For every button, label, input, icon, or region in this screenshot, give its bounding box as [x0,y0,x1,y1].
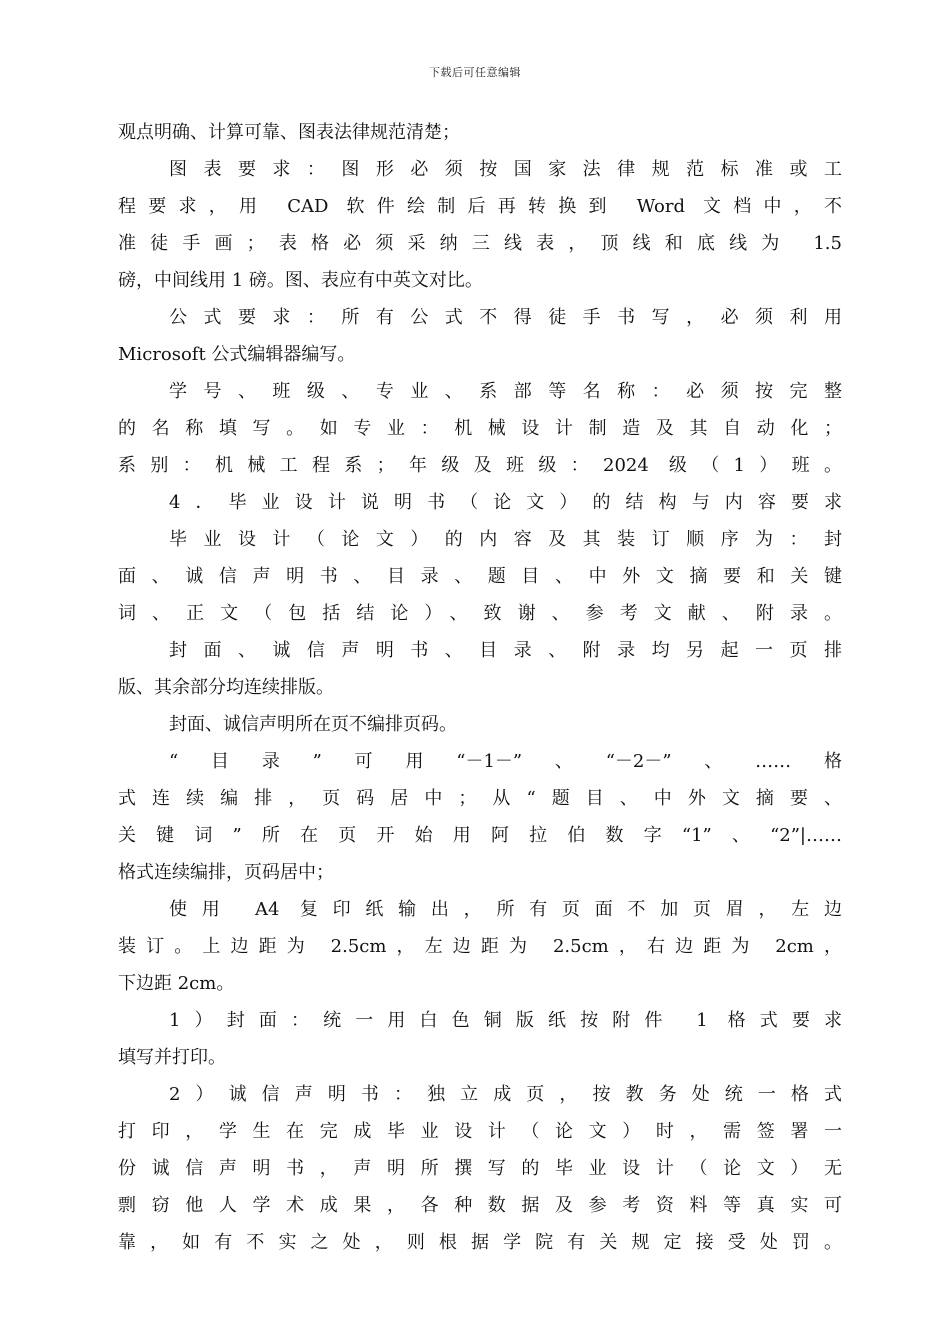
text-line: 公式要求：所有公式不得徒手书写，必须利用 [169,307,842,328]
page-header: 下载后可任意编辑 [429,66,521,79]
text-line: 剽窃他人学术成果，各种数据及参考资料等真实可 [118,1195,842,1216]
text-line: 准徒手画；表格必须采纳三线表，顶线和底线为 1.5 [118,233,842,254]
text-line: “目录”可用“－1－”、“－2－”、……格 [169,751,842,772]
document-body [118,114,842,1261]
text-line: 系别：机械工程系；年级及班级：2024 级（1）班。 [118,455,842,476]
text-line: 关键词”所在页开始用阿拉伯数字“1”、“2”|…… [118,825,842,846]
text-line: 观点明确、计算可靠、图表法律规范清楚； [118,122,460,143]
text-line: 图表要求：图形必须按国家法律规范标准或工 [169,159,842,180]
text-line: 填写并打印。 [118,1047,226,1068]
text-line: 下边距 2cm。 [118,973,235,994]
text-line: 式连续编排，页码居中；从“题目、中外文摘要、 [118,788,842,809]
text-line: 装订。上边距为 2.5cm，左边距为 2.5cm，右边距为 2cm， [118,936,842,957]
text-line: 份诚信声明书，声明所撰写的毕业设计（论文）无 [118,1158,842,1179]
text-line: 版、其余部分均连续排版。 [118,677,334,698]
text-line: 2）诚信声明书：独立成页，按教务处统一格式 [169,1084,842,1105]
text-line: 靠，如有不实之处，则根据学院有关规定接受处罚。 [118,1232,842,1253]
text-line: 打印，学生在完成毕业设计（论文）时，需签署一 [118,1121,842,1142]
text-line: 程要求，用 CAD 软件绘制后再转换到 Word 文档中，不 [118,196,842,217]
text-line: 格式连续编排，页码居中； [118,862,334,883]
text-line: 面、诚信声明书、目录、题目、中外文摘要和关键 [118,566,842,587]
text-line: 使用 A4 复印纸输出，所有页面不加页眉，左边 [169,899,842,920]
text-line: 1）封面：统一用白色铜版纸按附件 1 格式要求 [169,1010,842,1031]
text-line: 封面、诚信声明书、目录、附录均另起一页排 [169,640,842,661]
text-line: 的名称填写。如专业：机械设计制造及其自动化； [118,418,842,439]
text-line: 学号、班级、专业、系部等名称：必须按完整 [169,381,842,402]
text-line: 词、正文（包括结论）、致谢、参考文献、附录。 [118,603,842,624]
text-line: 4．毕业设计说明书（论文）的结构与内容要求 [169,492,842,513]
text-line: 磅，中间线用 1 磅。图、表应有中英文对比。 [118,270,483,291]
text-line: 毕业设计（论文）的内容及其装订顺序为：封 [169,529,842,550]
text-line: Microsoft 公式编辑器编写。 [118,344,356,365]
text-line: 封面、诚信声明所在页不编排页码。 [169,714,457,735]
